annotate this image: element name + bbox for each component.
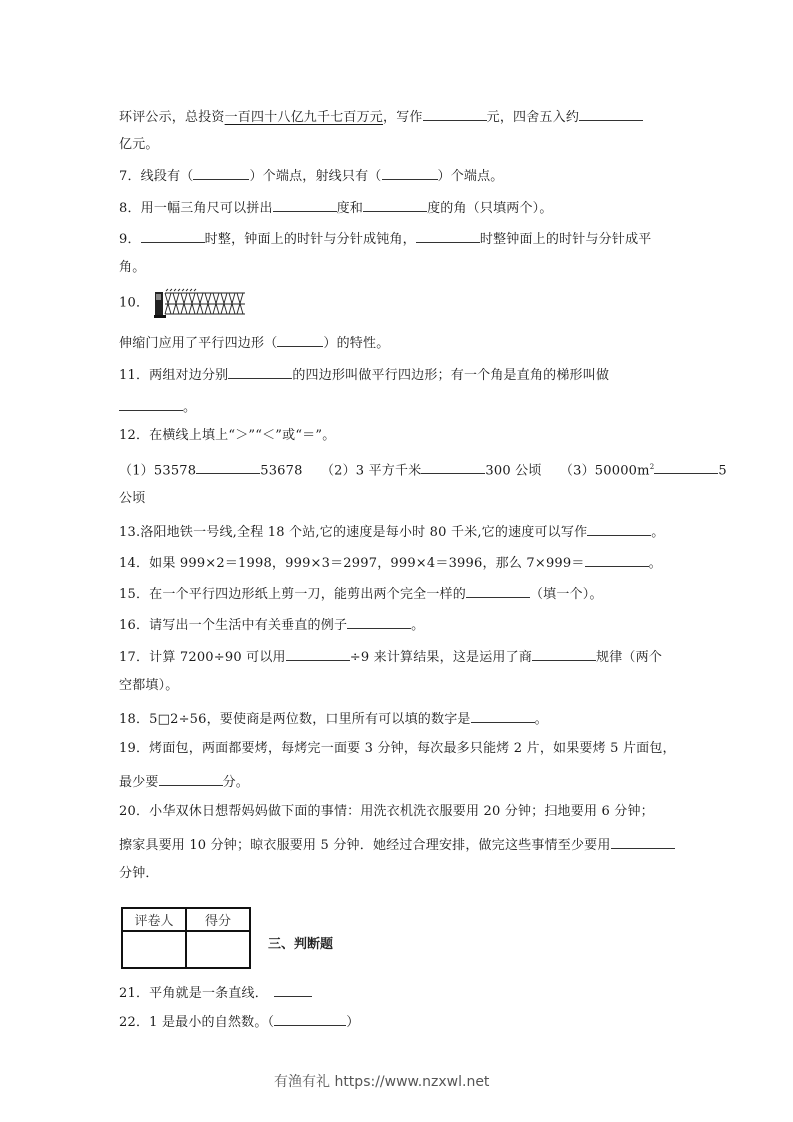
q18-text: 。 (534, 712, 548, 727)
telescopic-gate-image (153, 288, 247, 318)
q16-text: 16．请写出一个生活中有关垂直的例子 (119, 618, 348, 633)
q19-text: 分。 (222, 775, 250, 790)
q6-underlined-amount: 一百四十八亿九千七百万元 (224, 110, 384, 125)
question-11-line-1 (119, 365, 609, 384)
q22-text: 22．1 是最小的自然数。（ (119, 1015, 275, 1030)
q12-title: 12．在横线上填上“＞”“＜”或“＝”。 (119, 428, 336, 443)
q10-text: 伸缩门应用了平行四边形（ (119, 336, 278, 351)
question-6-line-2 (119, 137, 159, 153)
grader-header: 评卷人 (122, 908, 186, 931)
q18-text: 18．5□2÷56，要使商是两位数，口里所有可以填的数字是 (119, 712, 471, 727)
q15-text: （填一个）。 (529, 587, 603, 602)
q10-text: ）的特性。 (323, 336, 390, 351)
question-17-line-1 (119, 647, 662, 666)
answer-blank[interactable] (277, 333, 323, 347)
q14-text: 。 (648, 556, 662, 571)
section-title: 三、判断题 (268, 937, 334, 952)
q17-text: 空都填）。 (119, 678, 179, 693)
score-table (121, 907, 251, 969)
question-18 (119, 709, 548, 728)
q7-text: ）个端点，射线只有（ (249, 169, 382, 184)
question-14 (119, 553, 662, 572)
q21-text: 21．平角就是一条直线． (119, 986, 268, 1001)
answer-blank[interactable] (423, 107, 487, 121)
q14-text: 14．如果 999×2＝1998，999×3＝2997，999×4＝3996，那么 7×999＝ (119, 556, 585, 571)
question-15 (119, 584, 603, 603)
answer-blank[interactable] (159, 772, 223, 786)
answer-blank[interactable] (585, 553, 649, 567)
answer-blank[interactable] (273, 198, 337, 212)
q13-text: 。 (651, 525, 665, 540)
q6-text: 亿元。 (119, 137, 159, 152)
q19-text: 最少要 (119, 775, 159, 790)
q22-text: ） (346, 1015, 360, 1030)
answer-blank[interactable] (416, 229, 480, 243)
question-20-line-1 (119, 804, 654, 820)
q20-text: 擦家具要用 10 分钟；晾衣服要用 5 分钟．她经过合理安排，做完这些事情至少要用 (119, 838, 611, 853)
q10-number: 10． (119, 295, 150, 311)
question-9-line-2 (119, 260, 145, 276)
answer-blank[interactable] (196, 460, 260, 474)
answer-blank[interactable] (466, 584, 530, 598)
question-10-header (119, 288, 247, 319)
q12-part2: 300 公顷 (485, 463, 542, 479)
q7-text: 7．线段有（ (119, 169, 194, 184)
q6-text: 环评公示，总投资 (119, 110, 225, 125)
answer-blank[interactable] (471, 709, 535, 723)
q20-text: 20．小华双休日想帮妈妈做下面的事情：用洗衣机洗衣服要用 20 分钟；扫地要用 6 分钟； (119, 804, 654, 819)
question-20-line-3 (119, 866, 159, 882)
q8-text: 度和 (336, 201, 364, 216)
answer-blank[interactable] (347, 615, 411, 629)
answer-blank[interactable] (611, 835, 675, 849)
answer-blank[interactable] (587, 522, 651, 536)
question-10-text (119, 333, 389, 352)
answer-blank[interactable] (382, 166, 438, 180)
q9-text: 时整，钟面上的时针与分针成钝角， (204, 232, 416, 247)
q17-text: ÷9 来计算结果，这是运用了商 (349, 650, 533, 665)
q9-text: 9． (119, 232, 141, 247)
question-8 (119, 198, 553, 217)
q19-text: 19．烤面包，两面都要烤，每烤完一面要 3 分钟，每次最多只能烤 2 片，如果要烤 5 片面包， (119, 741, 676, 756)
q9-text: 角。 (119, 260, 146, 275)
q15-text: 15．在一个平行四边形纸上剪一刀，能剪出两个完全一样的 (119, 587, 466, 602)
q8-text: 8．用一幅三角尺可以拼出 (119, 201, 273, 216)
q20-text: 分钟． (119, 866, 159, 881)
q12-superscript: 2 (649, 463, 655, 471)
q6-text: 元，四舍五入约 (486, 110, 580, 125)
q12-part3: （3）50000m (559, 463, 650, 479)
question-12-wrap (119, 491, 145, 507)
answer-blank[interactable] (654, 460, 718, 474)
answer-blank[interactable] (141, 229, 205, 243)
q7-text: ）个端点。 (437, 169, 504, 184)
question-9-line-1 (119, 229, 651, 248)
question-11-line-2 (119, 397, 196, 416)
question-19-line-1 (119, 741, 676, 757)
question-7 (119, 166, 504, 185)
q12-part2: （2）3 平方千米 (320, 463, 422, 479)
score-header: 得分 (186, 908, 250, 931)
question-12-title (119, 428, 335, 444)
question-12-parts (119, 459, 727, 479)
q11-text: 的四边形叫做平行四边形；有一个角是直角的梯形叫做 (292, 368, 610, 383)
answer-blank[interactable] (421, 460, 485, 474)
q16-text: 。 (411, 618, 425, 633)
answer-blank[interactable] (274, 983, 312, 997)
q12-part3: 5 (718, 463, 727, 479)
q12-part3: 公顷 (119, 491, 146, 506)
question-20-line-2 (119, 835, 675, 854)
q11-text: 。 (183, 400, 197, 415)
question-13 (119, 522, 665, 541)
grader-cell[interactable] (122, 931, 186, 968)
answer-blank[interactable] (274, 1012, 346, 1026)
answer-blank[interactable] (228, 365, 292, 379)
q11-text: 11．两组对边分别 (119, 368, 229, 383)
question-21 (119, 983, 312, 1002)
q6-text: ，写作 (383, 110, 423, 125)
answer-blank[interactable] (119, 397, 183, 411)
answer-blank[interactable] (532, 647, 596, 661)
footer-watermark: 有渔有礼 https://www.nzxwl.net (274, 1074, 490, 1090)
q17-text: 17．计算 7200÷90 可以用 (119, 650, 286, 665)
q9-text: 时整钟面上的时针与分针成平 (479, 232, 652, 247)
question-19-line-2 (119, 772, 249, 791)
q12-part1: 53678 (260, 463, 303, 479)
q13-text: 13.洛阳地铁一号线,全程 18 个站,它的速度是每小时 80 千米,它的速度可以写作 (119, 525, 588, 540)
question-6-line-1 (119, 107, 643, 126)
q17-text: 规律（两个 (596, 650, 663, 665)
answer-blank[interactable] (579, 107, 643, 121)
question-22 (119, 1012, 359, 1031)
question-16 (119, 615, 424, 634)
question-17-line-2 (119, 678, 179, 694)
q12-part1: （1）53578 (119, 463, 197, 479)
answer-blank[interactable] (193, 166, 249, 180)
answer-blank[interactable] (286, 647, 350, 661)
answer-blank[interactable] (363, 198, 427, 212)
q8-text: 度的角（只填两个）。 (427, 201, 553, 216)
score-cell[interactable] (186, 931, 250, 968)
